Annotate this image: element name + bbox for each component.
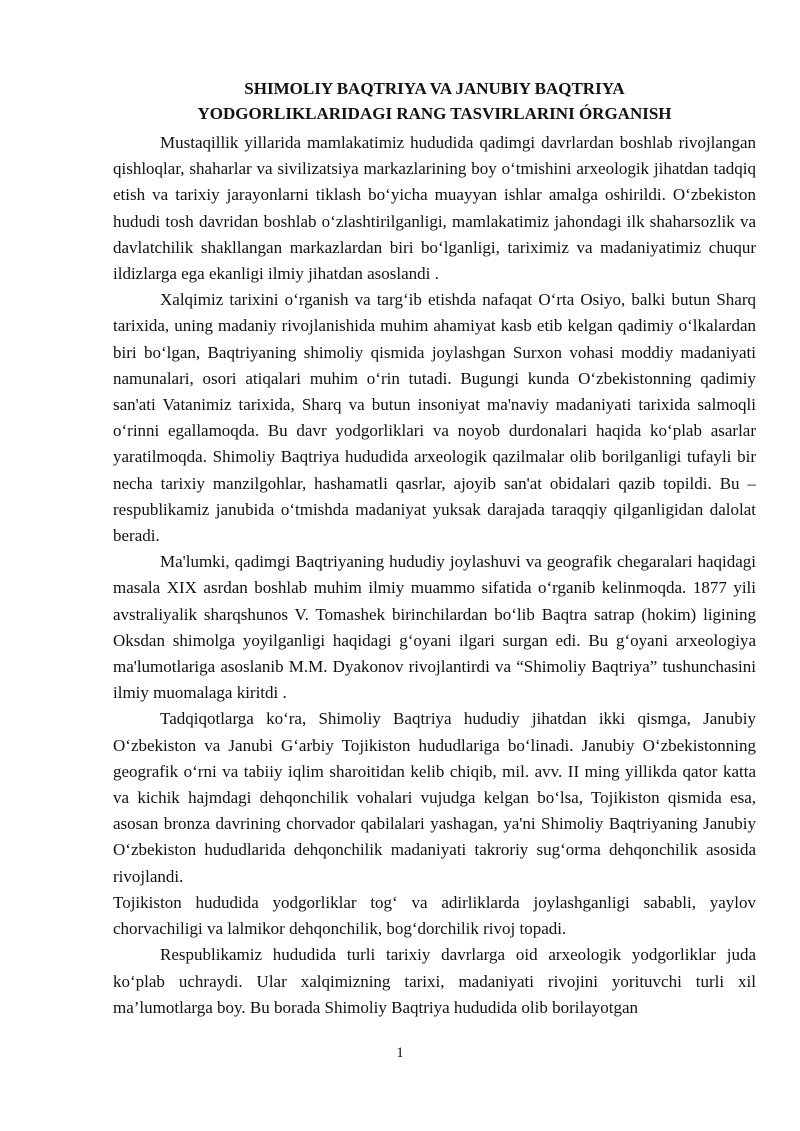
paragraph-5: Tojikiston hududida yodgorliklar togʻ va adirliklarda joylashganligi sababli, yaylov chorvachiligi va lalmikor dehqonchilik, bogʻdorchilik rivoj topadi. (113, 892, 756, 939)
title-line-2: YODGORLIKLARIDAGI RANG TASVIRLARINI ÓRGANISH (197, 104, 672, 123)
paragraph-6: Respublikamiz hududida turli tarixiy davrlarga oid arxeologik yodgorliklar juda koʻplab uchraydi. Ular xalqimizning tarixi, madaniyati rivojini yorituvchi turli xil ma’lumotlarga boy. Bu borada Shimoliy Baqtriya hududida olib borilayotgan (113, 945, 756, 1017)
paragraph-1: Mustaqillik yillarida mamlakatimiz hududida qadimgi davrlardan boshlab rivojlangan qishloqlar, shaharlar va sivilizatsiya markazlarining boy oʻtmishini arxeologik jihatdan tadqiq etish va tarixiy jarayonlarni tiklash boʻyicha muayyan ishlar amalga oshirildi. Oʻzbekiston hududi tosh davridan boshlab oʻzlashtirilganligi, mamlakatimiz jahondagi ilk shaharsozlik va davlatchilik shakllangan markazlardan biri boʻlganligi, tariximiz va madaniyatimiz chuqur ildizlarga ega ekanligi ilmiy jihatdan asoslandi . (113, 133, 756, 284)
title-line-1: SHIMOLIY BAQTRIYA VA JANUBIY BAQTRIYA (244, 79, 625, 98)
page-number: 1 (396, 1045, 404, 1061)
paragraph-3: Ma'lumki, qadimgi Baqtriyaning hududiy joylashuvi va geografik chegaralari haqidagi masala XIX asrdan boshlab muhim ilmiy muammo sifatida oʻrganib kelinmoqda. 1877 yili avstraliyalik sharqshunos V. Tomashek birinchilardan boʻlib Baqtra satrap (hokim) ligining Oksdan shimolga yoyilganligi haqidagi gʻoyani ilgari surgan edi. Bu gʻoyani arxeologiya ma'lumotlariga asoslanib M.M. Dyakonov rivojlantirdi va “Shimoliy Baqtriya” tushunchasini ilmiy muomalaga kiritdi . (113, 552, 756, 703)
page-content (113, 76, 756, 1021)
document-title (113, 76, 756, 126)
paragraph-2: Xalqimiz tarixini oʻrganish va targʻib etishda nafaqat Oʻrta Osiyo, balki butun Sharq tarixida, uning madaniy rivojlanishida muhim ahamiyat kasb etib kelgan qadimiy oʻlkalardan biri boʻlgan, Baqtriyaning shimoliy qismida joylashgan Surxon vohasi moddiy madaniyati namunalari, osori atiqalari muhim oʻrin tutadi. Bugungi kunda Oʻzbekistonning qadimiy san'ati Vatanimiz tarixida, Sharq va butun insoniyat ma'naviy madaniyati tarixida salmoqli oʻrinni egallamoqda. Bu davr yodgorliklari va noyob durdonalari haqida koʻplab asarlar yaratilmoqda. Shimoliy Baqtriya hududida arxeologik qazilmalar olib borilganligi tufayli bir necha tarixiy manzilgohlar, hashamatli qasrlar, ajoyib san'at obidalari qazib topildi. Bu – respublikamiz janubida oʻtmishda madaniyat yuksak darajada taraqqiy qilganligidan dalolat beradi. (113, 290, 756, 546)
paragraph-4: Tadqiqotlarga koʻra, Shimoliy Baqtriya hududiy jihatdan ikki qismga, Janubiy Oʻzbekiston va Janubi Gʻarbiy Tojikiston hududlariga boʻlinadi. Janubiy Oʻzbekistonning geografik oʻrni va tabiiy iqlim sharoitidan kelib chiqib, mil. avv. II ming yillikda qator katta va kichik hajmdagi dehqonchilik vohalari vujudga kelgan boʻlsa, Tojikiston qismida esa, asosan bronza davrining chorvador qabilalari yashagan, ya'ni Shimoliy Baqtriyaning Janubiy Oʻzbekiston hududlarida dehqonchilik madaniyati takroriy sugʻorma dehqonchilik asosida rivojlandi. (113, 709, 756, 886)
